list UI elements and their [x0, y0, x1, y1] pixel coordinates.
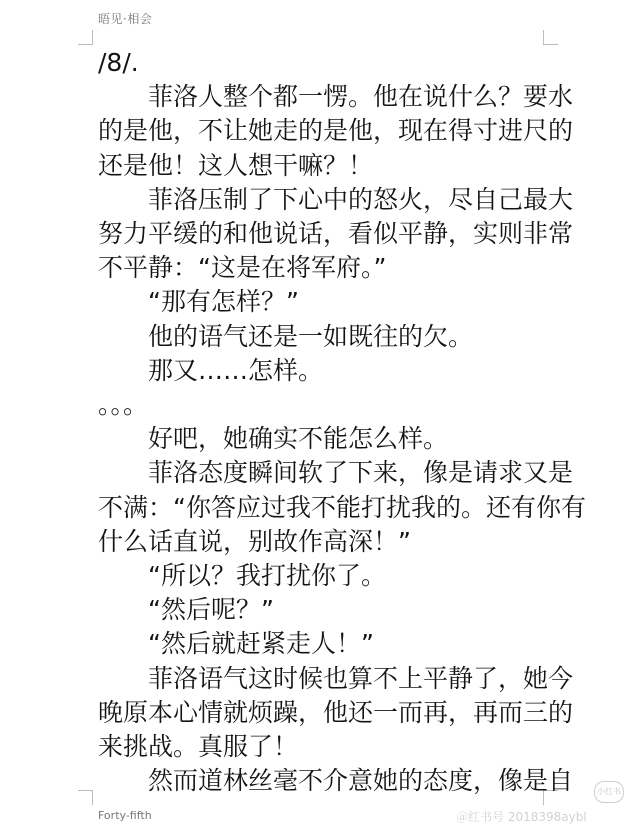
text-line: 不满：“你答应过我不能打扰我的。还有你有: [98, 492, 586, 522]
text-line: 的是他，不让她走的是他，现在得寸进尺的: [98, 116, 574, 146]
text-line: 好吧，她确实不能怎么样。: [148, 424, 449, 454]
text-line: 菲洛人整个都一愣。他在说什么？要水: [148, 82, 574, 112]
text-line: 努力平缓的和他说话，看似平静，实则非常: [98, 219, 574, 249]
text-line: “所以？我打扰你了。: [148, 561, 386, 591]
chapter-number: /8/.: [98, 48, 139, 77]
text-line: 什么话直说，别故作高深！”: [98, 526, 411, 556]
page-footer: Forty-fifth: [98, 809, 152, 822]
page-header-title: 晤见·相会: [98, 12, 153, 26]
text-line: “然后呢？”: [148, 595, 274, 625]
text-line: “然后就赶紧走人！”: [148, 629, 374, 659]
document-body: [98, 46, 586, 798]
text-line: 他的语气还是一如既往的欠。: [148, 321, 474, 351]
crop-mark-bottom-left: [78, 790, 93, 805]
text-line: 菲洛压制了下心中的怒火，尽自己最大: [148, 184, 574, 214]
crop-mark-top-right: [543, 30, 558, 45]
text-line: 菲洛态度瞬间软了下来，像是请求又是: [148, 458, 574, 488]
watermark-logo: 小红书: [594, 781, 624, 803]
text-line: 然而道林丝毫不介意她的态度，像是自: [148, 766, 574, 796]
text-line: 。。。: [98, 390, 149, 420]
text-line: 不平静：“这是在将军府。”: [98, 253, 387, 283]
watermark-text: ＠红书号 2018398aybl: [456, 810, 587, 824]
text-line: 晚原本心情就烦躁，他还一而再，再而三的: [98, 697, 574, 727]
text-line: 那又……怎样。: [148, 355, 324, 385]
text-line: 来挑战。真服了！: [98, 732, 299, 762]
crop-mark-top-left: [78, 30, 93, 45]
text-line: 菲洛语气这时候也算不上平静了，她今: [148, 663, 574, 693]
text-line: 还是他！这人想干嘛？！: [98, 150, 374, 180]
text-line: “那有怎样？”: [148, 287, 299, 317]
